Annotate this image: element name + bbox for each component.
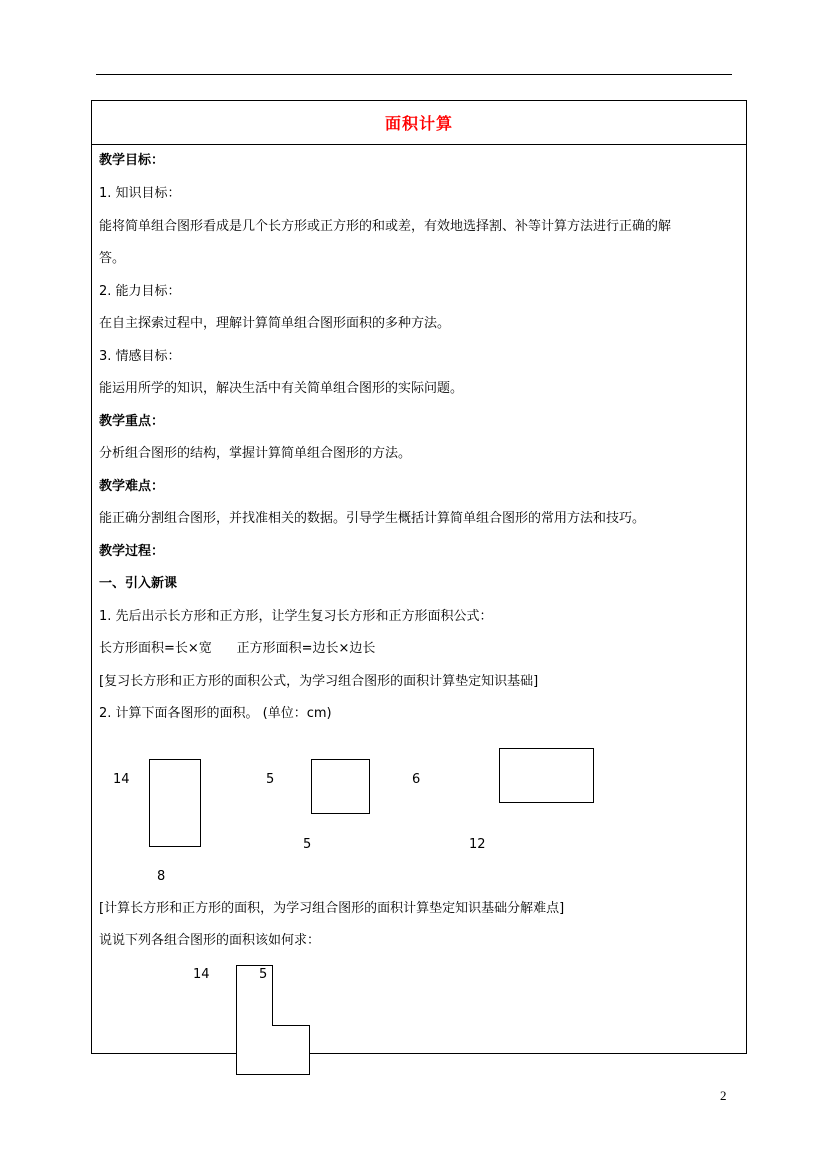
objectives-heading: 教学目标： [99,153,165,168]
rect1-height-label: 14 [113,772,130,787]
rectangle-figure-1 [149,759,201,847]
title-row [92,101,746,145]
formula-line: 长方形面积=长×宽 正方形面积=边长×边长 [99,641,376,656]
rectangle-figure-2 [499,748,594,803]
process-heading: 教学过程： [99,544,165,559]
square-figure [311,759,370,814]
composite-prompt: 说说下列各组合图形的面积该如何求： [99,933,321,948]
objective-2-text: 在自主探索过程中，理解计算简单组合图形面积的多种方法。 [99,316,451,331]
square-side-label-left: 5 [266,772,275,787]
objective-3: 3. 情感目标： [99,349,181,364]
objective-2: 2. 能力目标： [99,284,181,299]
page-number: 2 [720,1088,727,1103]
page-title: 面积计算 [384,114,453,133]
objective-3-text: 能运用所学的知识，解决生活中有关简单组合图形的实际问题。 [99,381,464,396]
l-shaped-figure [236,965,311,1076]
key-points-heading: 教学重点： [99,414,165,429]
lshape-top-label: 5 [259,967,268,982]
rect1-width-label: 8 [157,869,166,884]
header-rule [96,74,732,75]
objective-1-text-cont: 答。 [99,251,126,266]
note-1: [复习长方形和正方形的面积公式，为学习组合图形的面积计算垫定知识基础] [99,674,539,689]
difficulty-text: 能正确分割组合图形，并找准相关的数据。引导学生概括计算简单组合图形的常用方法和技巧。 [99,511,646,526]
rect2-height-label: 6 [412,772,421,787]
step-2: 2. 计算下面各图形的面积。 (单位：cm) [99,706,332,721]
section-1-heading: 一、引入新课 [99,576,178,591]
objective-1-text: 能将简单组合图形看成是几个长方形或正方形的和或差，有效地选择割、补等计算方法进行正确的解 [99,219,672,234]
rect2-width-label: 12 [469,837,486,852]
step-1: 1. 先后出示长方形和正方形，让学生复习长方形和正方形面积公式： [99,609,493,624]
lshape-height-label: 14 [193,967,210,982]
square-side-label-bottom: 5 [303,837,312,852]
difficulty-heading: 教学难点： [99,479,165,494]
note-2: [计算长方形和正方形的面积，为学习组合图形的面积计算垫定知识基础分解难点] [99,901,565,916]
objective-1: 1. 知识目标： [99,186,181,201]
key-points-text: 分析组合图形的结构，掌握计算简单组合图形的方法。 [99,446,412,461]
